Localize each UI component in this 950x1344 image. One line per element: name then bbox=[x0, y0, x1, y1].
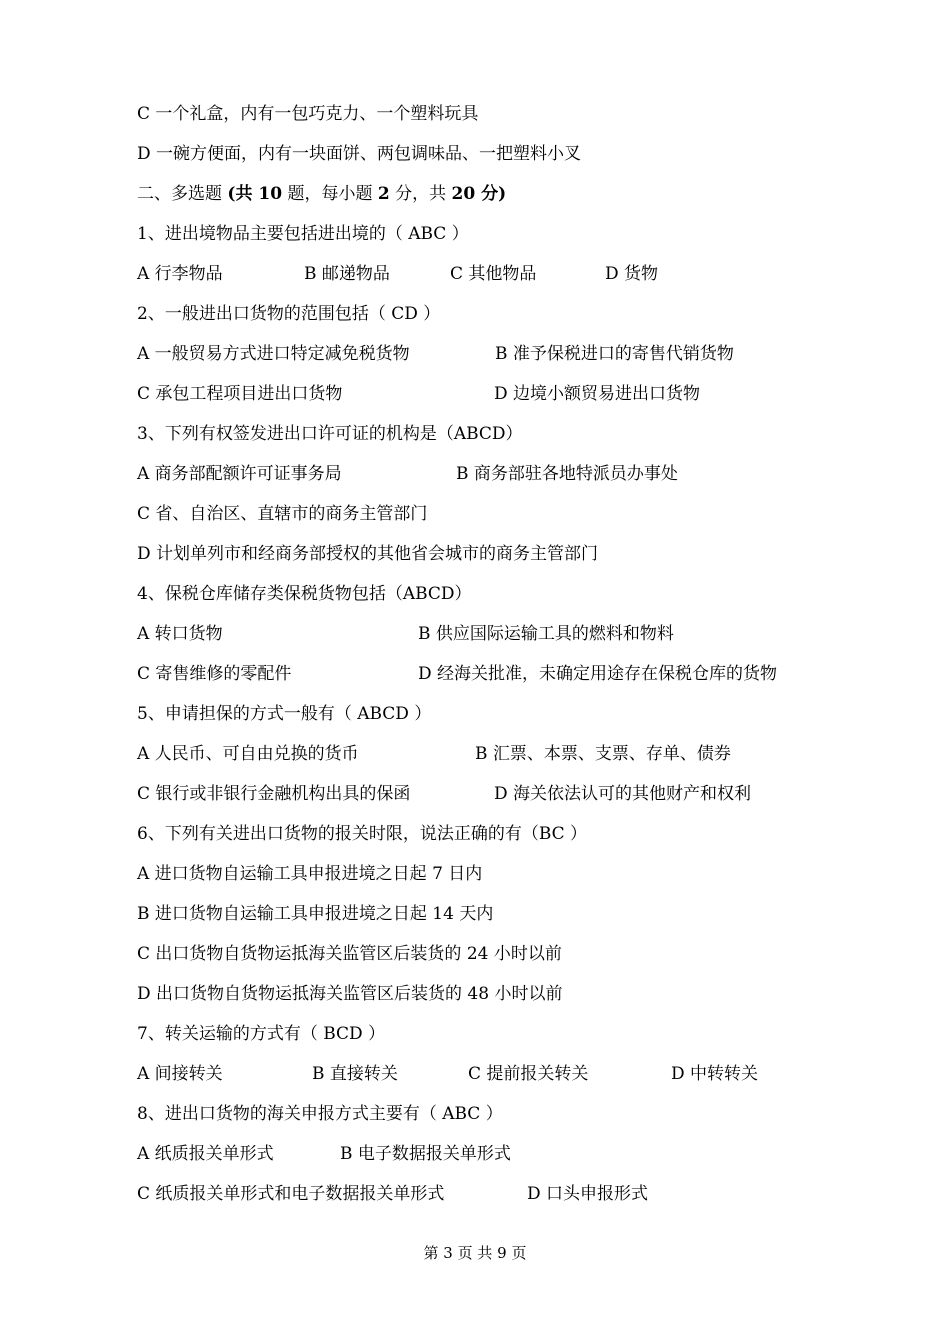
question-text: 2、一般进出口货物的范围包括（ CD ） bbox=[137, 304, 441, 324]
question-line bbox=[137, 1102, 503, 1126]
option-a: A 间接转关 bbox=[137, 1064, 223, 1084]
question-text: 8、进出口货物的海关申报方式主要有（ ABC ） bbox=[137, 1104, 503, 1124]
option-row bbox=[137, 1142, 557, 1166]
option-b: B 汇票、本票、支票、存单、债券 bbox=[475, 744, 731, 764]
option-a: A 人民币、可自由兑换的货币 bbox=[137, 744, 359, 764]
option-c: C 寄售维修的零配件 bbox=[137, 664, 292, 684]
option-b: B 邮递物品 bbox=[304, 264, 390, 284]
question-line bbox=[137, 302, 440, 326]
option-row bbox=[137, 622, 737, 646]
question-text: 1、进出境物品主要包括进出境的（ ABC ） bbox=[137, 224, 469, 244]
option-line bbox=[137, 142, 581, 166]
option-row bbox=[137, 462, 737, 486]
question-text: 3、下列有权签发进出口许可证的机构是（ABCD） bbox=[137, 424, 523, 444]
option-row bbox=[137, 342, 797, 366]
option-b: B 电子数据报关单形式 bbox=[340, 1144, 511, 1164]
option-b: B 供应国际运输工具的燃料和物料 bbox=[418, 624, 674, 644]
option-text: C 出口货物自货物运抵海关监管区后装货的 24 小时以前 bbox=[137, 944, 562, 964]
option-c: C 承包工程项目进出口货物 bbox=[137, 384, 343, 404]
section-heading-text: 分，共 bbox=[389, 184, 452, 204]
question-text: 6、下列有关进出口货物的报关时限，说法正确的有（BC ） bbox=[137, 824, 588, 844]
option-b: B 准予保税进口的寄售代销货物 bbox=[495, 344, 734, 364]
option-d: D 海关依法认可的其他财产和权利 bbox=[494, 784, 752, 804]
question-text: 4、保税仓库储存类保税货物包括（ABCD） bbox=[137, 584, 472, 604]
question-line bbox=[137, 822, 587, 846]
option-line bbox=[137, 982, 562, 1006]
question-text: 7、转关运输的方式有（ BCD ） bbox=[137, 1024, 386, 1044]
option-line bbox=[137, 542, 598, 566]
option-line bbox=[137, 102, 478, 126]
option-row bbox=[137, 262, 697, 286]
section-heading-text: (共 bbox=[227, 184, 259, 204]
option-line bbox=[137, 862, 482, 886]
option-d: D 边境小额贸易进出口货物 bbox=[494, 384, 701, 404]
option-text: D 一碗方便面，内有一块面饼、两包调味品、一把塑料小叉 bbox=[137, 144, 582, 164]
option-c: C 银行或非银行金融机构出具的保函 bbox=[137, 784, 411, 804]
option-a: A 商务部配额许可证事务局 bbox=[137, 464, 342, 484]
option-row bbox=[137, 742, 797, 766]
section-heading-number: 20 bbox=[451, 184, 476, 204]
question-line bbox=[137, 422, 523, 446]
section-heading-text: 题，每小题 bbox=[282, 184, 378, 204]
option-row bbox=[137, 1062, 797, 1086]
option-b: B 商务部驻各地特派员办事处 bbox=[456, 464, 678, 484]
option-a: A 转口货物 bbox=[137, 624, 223, 644]
option-row bbox=[137, 1182, 697, 1206]
option-a: A 行李物品 bbox=[137, 264, 223, 284]
option-text: B 进口货物自运输工具申报进境之日起 14 天内 bbox=[137, 904, 494, 924]
question-line bbox=[137, 702, 431, 726]
question-line bbox=[137, 222, 469, 246]
option-text: D 出口货物自货物运抵海关监管区后装货的 48 小时以前 bbox=[137, 984, 563, 1004]
question-line bbox=[137, 1022, 385, 1046]
question-line bbox=[137, 582, 472, 606]
option-line bbox=[137, 502, 427, 526]
option-c: C 纸质报关单形式和电子数据报关单形式 bbox=[137, 1184, 445, 1204]
option-text: D 计划单列市和经商务部授权的其他省会城市的商务主管部门 bbox=[137, 544, 599, 564]
option-c: C 其他物品 bbox=[450, 264, 537, 284]
option-row bbox=[137, 782, 817, 806]
option-d: D 口头申报形式 bbox=[527, 1184, 649, 1204]
option-b: B 直接转关 bbox=[312, 1064, 398, 1084]
section-heading-text: 分) bbox=[475, 184, 507, 204]
option-d: D 经海关批准，未确定用途存在保税仓库的货物 bbox=[418, 664, 778, 684]
option-text: C 省、自治区、直辖市的商务主管部门 bbox=[137, 504, 428, 524]
option-a: A 一般贸易方式进口特定减免税货物 bbox=[137, 344, 410, 364]
option-text: A 进口货物自运输工具申报进境之日起 7 日内 bbox=[137, 864, 483, 884]
option-row bbox=[137, 662, 837, 686]
option-d: D 货物 bbox=[605, 264, 659, 284]
option-line bbox=[137, 902, 493, 926]
option-row bbox=[137, 382, 757, 406]
option-d: D 中转转关 bbox=[671, 1064, 759, 1084]
option-text: C 一个礼盒，内有一包巧克力、一个塑料玩具 bbox=[137, 104, 479, 124]
option-c: C 提前报关转关 bbox=[468, 1064, 589, 1084]
section-heading bbox=[137, 182, 506, 206]
section-heading-number: 10 bbox=[258, 184, 283, 204]
option-a: A 纸质报关单形式 bbox=[137, 1144, 274, 1164]
question-text: 5、申请担保的方式一般有（ ABCD ） bbox=[137, 704, 432, 724]
section-heading-text: 二、多选题 bbox=[137, 184, 228, 204]
page-footer: 第 3 页 共 9 页 bbox=[423, 1244, 527, 1262]
section-heading-number: 2 bbox=[377, 184, 390, 204]
option-line bbox=[137, 942, 562, 966]
